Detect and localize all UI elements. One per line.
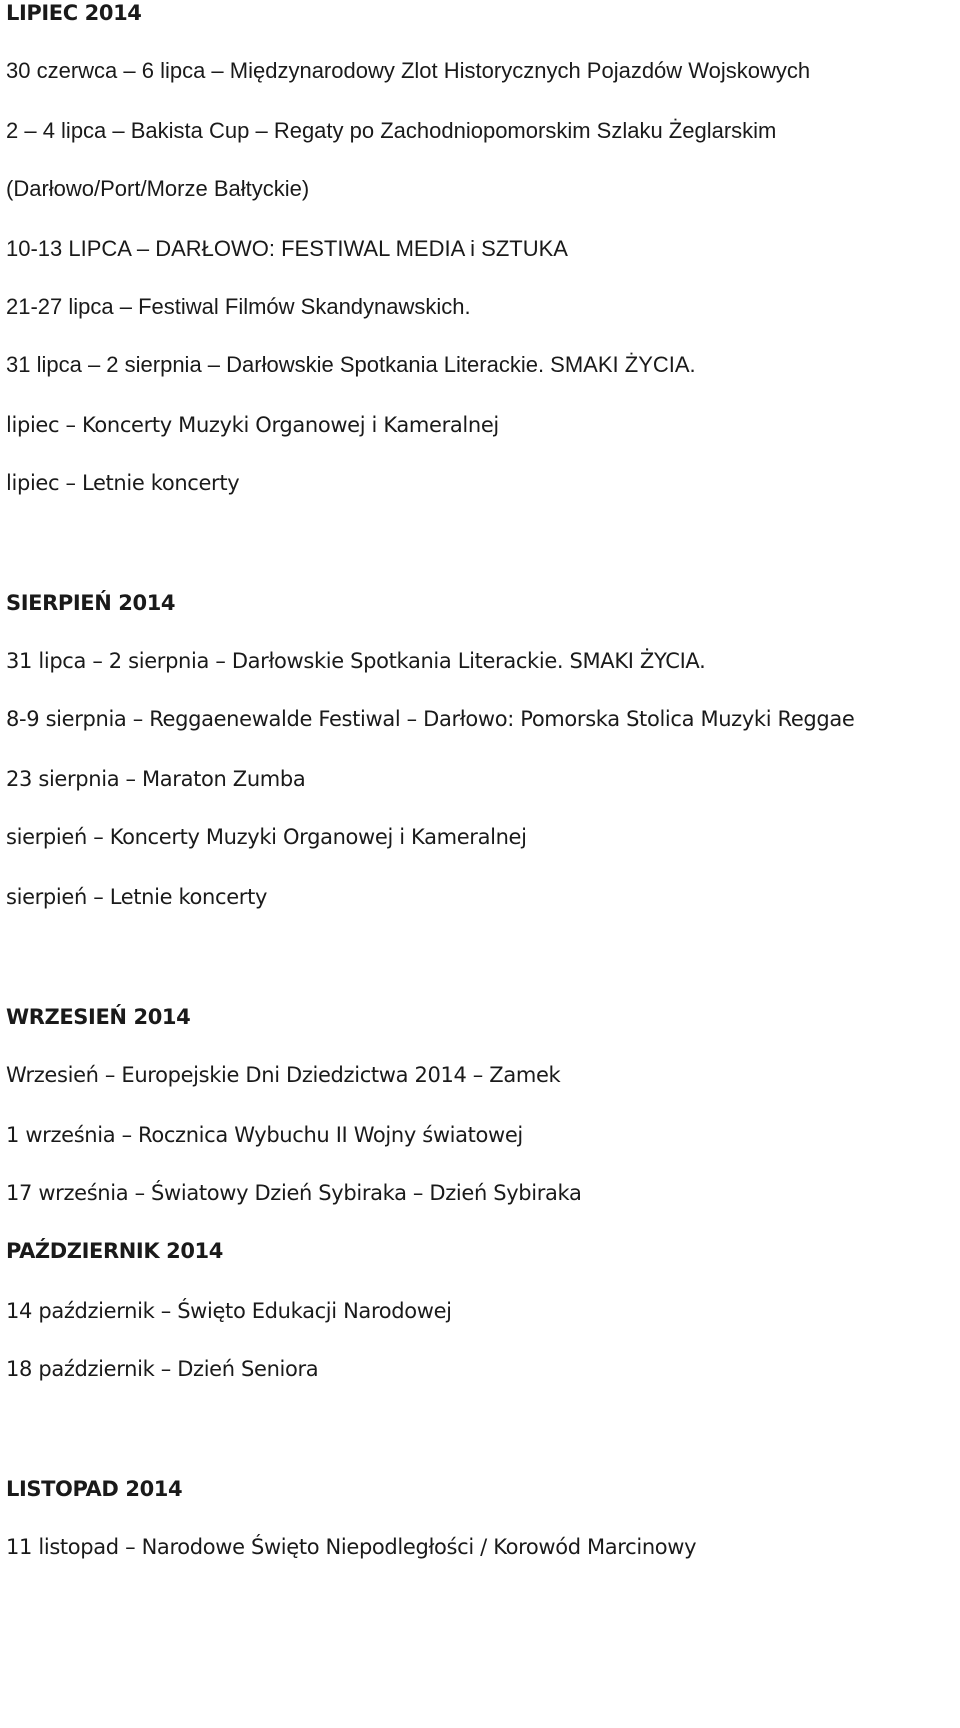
event-item: 18 październik – Dzień Seniora bbox=[6, 1357, 319, 1381]
event-item: 31 lipca – 2 sierpnia – Darłowskie Spotkania Literackie. SMAKI ŻYCIA. bbox=[6, 352, 696, 377]
event-item: 2 – 4 lipca – Bakista Cup – Regaty po Zachodniopomorskim Szlaku Żeglarskim bbox=[6, 118, 777, 143]
event-item: Wrzesień – Europejskie Dni Dziedzictwa 2014 – Zamek bbox=[6, 1063, 561, 1087]
month-heading-november: LISTOPAD 2014 bbox=[6, 1477, 183, 1501]
event-item: 10-13 LIPCA – DARŁOWO: FESTIWAL MEDIA i SZTUKA bbox=[6, 236, 568, 261]
event-item: 11 listopad – Narodowe Święto Niepodległości / Korowód Marcinowy bbox=[6, 1535, 697, 1559]
event-item: sierpień – Letnie koncerty bbox=[6, 885, 268, 909]
event-item: sierpień – Koncerty Muzyki Organowej i Kameralnej bbox=[6, 825, 527, 849]
event-item: 21-27 lipca – Festiwal Filmów Skandynawskich. bbox=[6, 294, 471, 319]
event-item: lipiec – Letnie koncerty bbox=[6, 471, 240, 495]
month-heading-august: SIERPIEŃ 2014 bbox=[6, 591, 176, 615]
month-heading-october: PAŹDZIERNIK 2014 bbox=[6, 1239, 223, 1263]
event-item: (Darłowo/Port/Morze Bałtyckie) bbox=[6, 176, 310, 201]
event-item: 14 październik – Święto Edukacji Narodowej bbox=[6, 1299, 452, 1323]
event-item: 31 lipca – 2 sierpnia – Darłowskie Spotkania Literackie. SMAKI ŻYCIA. bbox=[6, 649, 706, 673]
event-item: 23 sierpnia – Maraton Zumba bbox=[6, 767, 306, 791]
month-heading-july: LIPIEC 2014 bbox=[6, 1, 142, 25]
event-item: 17 września – Światowy Dzień Sybiraka – Dzień Sybiraka bbox=[6, 1181, 582, 1205]
month-heading-september: WRZESIEŃ 2014 bbox=[6, 1005, 191, 1029]
event-item: 1 września – Rocznica Wybuchu II Wojny światowej bbox=[6, 1123, 523, 1147]
event-item: 30 czerwca – 6 lipca – Międzynarodowy Zlot Historycznych Pojazdów Wojskowych bbox=[6, 58, 811, 83]
event-item: 8-9 sierpnia – Reggaenewalde Festiwal – Darłowo: Pomorska Stolica Muzyki Reggae bbox=[6, 707, 855, 731]
event-item: lipiec – Koncerty Muzyki Organowej i Kameralnej bbox=[6, 413, 499, 437]
